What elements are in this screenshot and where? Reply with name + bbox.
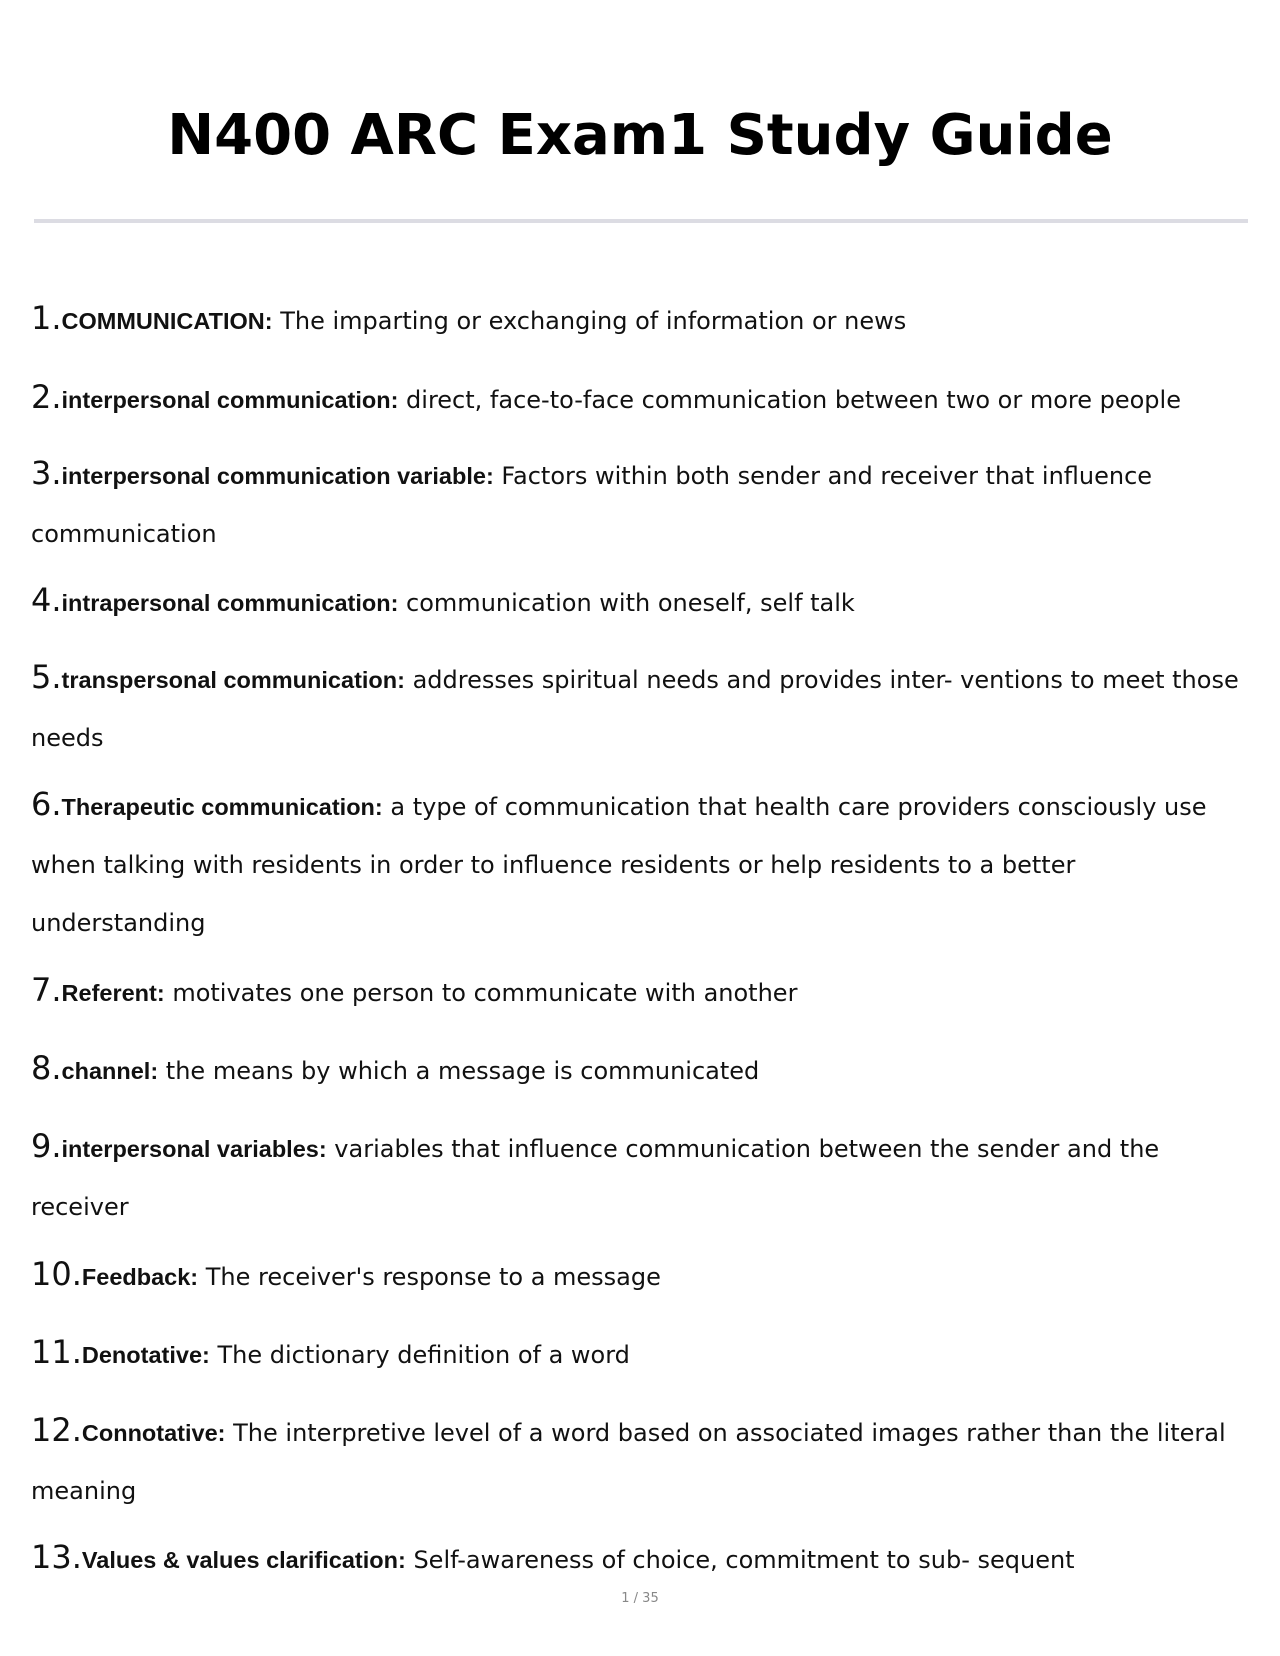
list-item <box>31 571 1256 632</box>
item-number: 10. <box>31 1255 82 1293</box>
item-definition: variables that influence communication between the sender and the receiver <box>31 1135 1160 1221</box>
item-term: transpersonal communication: <box>61 667 405 693</box>
item-definition: Factors within both sender and receiver that influence communication <box>31 462 1153 548</box>
item-term: COMMUNICATION: <box>61 308 273 334</box>
item-term: interpersonal variables: <box>61 1136 327 1162</box>
item-definition: Self-awareness of choice, commitment to sub- sequent <box>405 1546 1075 1574</box>
item-definition: the means by which a message is communicated <box>158 1057 760 1085</box>
title-divider <box>34 219 1248 223</box>
list-item <box>31 1117 1256 1236</box>
item-definition: a type of communication that health care providers consciously use when talking with residents in order to influence residents or help residents to a better understanding <box>31 793 1207 937</box>
item-number: 9. <box>31 1127 62 1165</box>
item-number: 13. <box>31 1538 82 1576</box>
item-term: Values & values clarification: <box>81 1547 406 1573</box>
list-item <box>31 1039 1256 1100</box>
list-item <box>31 961 1256 1022</box>
item-number: 5. <box>31 658 62 696</box>
item-term: Referent: <box>61 980 165 1006</box>
list-item <box>31 1401 1256 1520</box>
list-item <box>31 775 1256 952</box>
item-definition: direct, face-to-face communication between two or more people <box>398 386 1181 414</box>
item-number: 6. <box>31 785 62 823</box>
page-title: N400 ARC Exam1 Study Guide <box>167 103 1113 168</box>
item-number: 4. <box>31 581 62 619</box>
list-item <box>31 444 1256 563</box>
item-definition: The receiver's response to a message <box>198 1263 661 1291</box>
list-item <box>31 1323 1256 1384</box>
item-number: 8. <box>31 1049 62 1087</box>
item-term: Therapeutic communication: <box>61 794 383 820</box>
list-item <box>31 368 1256 429</box>
list-item <box>31 1528 1256 1589</box>
item-number: 1. <box>31 299 62 337</box>
item-term: intrapersonal communication: <box>61 590 399 616</box>
item-definition: The dictionary definition of a word <box>209 1341 630 1369</box>
item-term: interpersonal communication variable: <box>61 463 494 489</box>
item-term: interpersonal communication: <box>61 387 399 413</box>
item-term: channel: <box>61 1058 159 1084</box>
list-item <box>31 1245 1256 1306</box>
item-term: Connotative: <box>81 1420 226 1446</box>
item-definition: The imparting or exchanging of information or news <box>272 307 907 335</box>
item-number: 12. <box>31 1411 82 1449</box>
page-number: 1 / 35 <box>621 1591 659 1606</box>
item-number: 11. <box>31 1333 82 1371</box>
list-item <box>31 648 1256 767</box>
item-number: 7. <box>31 971 62 1009</box>
item-definition: motivates one person to communicate with another <box>164 979 798 1007</box>
list-item <box>31 289 1256 350</box>
item-definition: communication with oneself, self talk <box>398 589 855 617</box>
item-number: 3. <box>31 454 62 492</box>
item-term: Denotative: <box>81 1342 210 1368</box>
item-term: Feedback: <box>81 1264 199 1290</box>
item-number: 2. <box>31 378 62 416</box>
item-definition: addresses spiritual needs and provides inter- ventions to meet those needs <box>31 666 1239 752</box>
item-definition: The interpretive level of a word based on associated images rather than the literal meaning <box>31 1419 1226 1505</box>
